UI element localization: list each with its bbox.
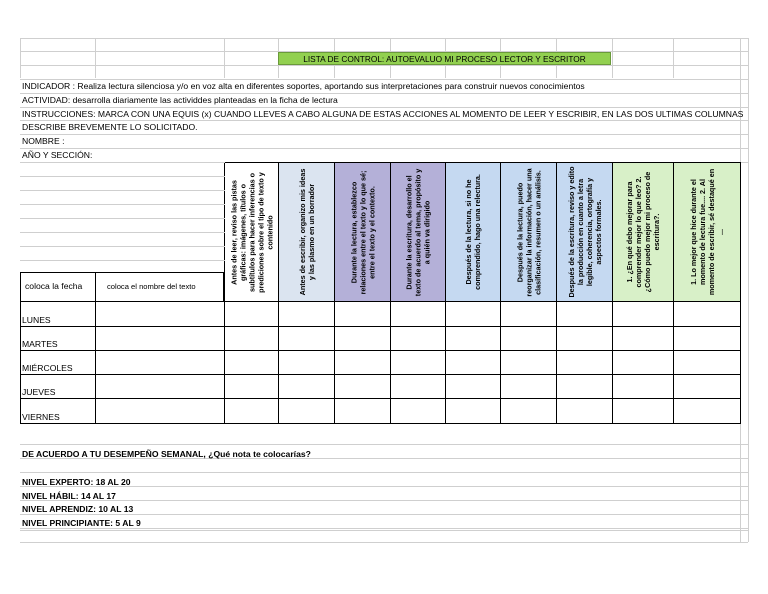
column-header-1 [224, 162, 279, 302]
column-header-7 [556, 162, 613, 302]
nivel-experto: NIVEL EXPERTO: 18 AL 20 [22, 477, 131, 487]
check-cell[interactable] [556, 398, 613, 424]
check-cell[interactable] [390, 326, 446, 351]
check-cell[interactable] [334, 374, 391, 399]
check-cell[interactable] [556, 326, 613, 351]
day-cell [20, 301, 96, 327]
check-cell[interactable] [556, 374, 613, 399]
pregunta-text: DE ACUERDO A TU DESEMPEÑO SEMANAL, ¿Qué nota te colocarías? [22, 449, 311, 459]
column-header-9 [673, 162, 741, 302]
texto-header-cell [95, 272, 224, 302]
gridline-horizontal [20, 500, 748, 501]
gridline-vertical [612, 38, 613, 78]
check-cell[interactable] [556, 350, 613, 375]
column-header-8 [612, 162, 674, 302]
column-header-text: Durante la escritura, desarrollo el texto de acuerdo al tema, propósito y a quién va dirigido [404, 168, 432, 296]
check-cell[interactable] [95, 350, 225, 375]
check-cell[interactable] [278, 374, 335, 399]
check-cell[interactable] [500, 374, 557, 399]
gridline-horizontal [95, 162, 225, 163]
gridline-horizontal [20, 246, 96, 247]
column-header-4 [390, 162, 446, 302]
nivel-habil: NIVEL HÁBIL: 14 AL 17 [22, 491, 116, 501]
check-cell[interactable] [673, 350, 741, 375]
check-cell[interactable] [95, 301, 225, 327]
column-header-text: Después de la escritura, reviso y edito la producción en cuanto a letra legible, coherencia, ortografía y aspectos formales. [566, 166, 603, 298]
check-cell[interactable] [95, 374, 225, 399]
gridline-horizontal [95, 260, 225, 261]
column-header-text: Después de la lectura, puedo reorganizar la información, hacer una clasificación, resumen o un análisis. [515, 167, 542, 297]
check-cell[interactable] [278, 326, 335, 351]
anio-seccion-label: AÑO Y SECCIÓN: [22, 150, 93, 160]
gridline-horizontal [95, 204, 225, 205]
day-label: VIERNES [22, 412, 60, 422]
column-header-5 [445, 162, 501, 302]
check-cell[interactable] [390, 350, 446, 375]
gridline-horizontal [20, 542, 748, 543]
check-cell[interactable] [95, 326, 225, 351]
gridline-horizontal [20, 65, 748, 66]
column-header-text: 1. ¿En qué debo mejorar para comprender mejor lo que leo? 2. ¿Cómo puedo mejor mi proceso de escritura?. [625, 171, 661, 293]
check-cell[interactable] [500, 301, 557, 327]
check-cell[interactable] [612, 398, 674, 424]
day-label: LUNES [22, 315, 51, 325]
check-cell[interactable] [224, 350, 279, 375]
check-cell[interactable] [334, 326, 391, 351]
check-cell[interactable] [224, 301, 279, 327]
check-cell[interactable] [224, 374, 279, 399]
check-cell[interactable] [612, 350, 674, 375]
check-cell[interactable] [673, 398, 741, 424]
day-cell [20, 374, 96, 399]
column-header-3 [334, 162, 391, 302]
gridline-vertical [224, 38, 225, 78]
gridline-horizontal [20, 472, 748, 473]
column-header-6 [500, 162, 557, 302]
gridline-horizontal [20, 148, 748, 149]
check-cell[interactable] [224, 398, 279, 424]
gridline-horizontal [20, 260, 96, 261]
check-cell[interactable] [95, 398, 225, 424]
day-cell [20, 326, 96, 351]
check-cell[interactable] [224, 326, 279, 351]
check-cell[interactable] [673, 326, 741, 351]
nivel-aprendiz: NIVEL APRENDIZ: 10 AL 13 [22, 504, 134, 514]
day-label: MIÉRCOLES [22, 363, 73, 373]
check-cell[interactable] [445, 301, 501, 327]
sheet-title: LISTA DE CONTROL: AUTOEVALUO MI PROCESO LECTOR Y ESCRITOR [278, 52, 611, 65]
texto-header: coloca el nombre del texto [107, 282, 196, 291]
gridline-vertical [20, 38, 21, 78]
check-cell[interactable] [556, 301, 613, 327]
column-header-text: Antes de escribir, organizo mis ideas y las plasmo en un borrador [297, 168, 316, 296]
check-cell[interactable] [445, 326, 501, 351]
check-cell[interactable] [445, 374, 501, 399]
fecha-header-cell [20, 272, 96, 302]
column-header-text: Durante la lectura, establezco relaciones entre el texto y lo que sé; entre el texto y el contexto. [349, 170, 376, 294]
day-label: JUEVES [22, 387, 56, 397]
actividad-text: ACTIVIDAD: desarrolla diariamente las actividdes planteadas en la ficha de lectura [22, 95, 338, 105]
check-cell[interactable] [334, 301, 391, 327]
check-cell[interactable] [334, 398, 391, 424]
gridline-horizontal [20, 204, 96, 205]
check-cell[interactable] [500, 350, 557, 375]
column-header-text: Después de la lectura, si no he comprendido, hago una relectura. [464, 174, 482, 290]
check-cell[interactable] [390, 374, 446, 399]
gridline-horizontal [20, 134, 748, 135]
day-label: MARTES [22, 339, 58, 349]
column-header-2 [278, 162, 335, 302]
day-cell [20, 350, 96, 375]
gridline-horizontal [20, 190, 96, 191]
gridline-horizontal [20, 38, 748, 39]
gridline-horizontal [20, 444, 748, 445]
check-cell[interactable] [445, 398, 501, 424]
gridline-horizontal [95, 190, 225, 191]
gridline-vertical [748, 38, 749, 542]
check-cell[interactable] [673, 301, 741, 327]
nivel-principiante: NIVEL PRINCIPIANTE: 5 AL 9 [22, 518, 141, 528]
gridline-horizontal [20, 218, 96, 219]
indicador-text: INDICADOR : Realiza lectura silenciosa y/o en voz alta en diferentes soportes, aportando sus interpretaciones para construir nuevos conocimientos [22, 81, 585, 91]
check-cell[interactable] [334, 350, 391, 375]
check-cell[interactable] [445, 350, 501, 375]
gridline-horizontal [20, 530, 748, 531]
instrucciones-text: INSTRUCCIONES: MARCA CON UNA EQUIS (x) CUANDO LLEVES A CABO ALGUNA DE ESTAS ACCIONES AL MOMENTO DE LEER Y ESCRIBIR, EN LAS DOS ULTIMAS COLUMNAS [22, 109, 744, 119]
instrucciones-text-2: DESCRIBE BREVEMENTE LO SOLICITADO. [22, 122, 198, 132]
gridline-horizontal [20, 232, 96, 233]
check-cell[interactable] [278, 301, 335, 327]
nombre-label: NOMBRE : [22, 136, 65, 146]
check-cell[interactable] [390, 301, 446, 327]
gridline-horizontal [95, 232, 225, 233]
check-cell[interactable] [390, 398, 446, 424]
check-cell[interactable] [278, 350, 335, 375]
column-header-text: 1. Lo mejor que hice durante el momento de lectura fue.... 2. Al momento de escribir, sé destaqué en ... [689, 168, 725, 296]
gridline-horizontal [95, 218, 225, 219]
fecha-header: coloca la fecha [25, 281, 83, 291]
gridline-vertical [95, 38, 96, 78]
day-cell [20, 398, 96, 424]
column-header-text: Antes de leer, reviso las pistas gráficas: imágenes, títulos o subtítulos para hacer inferencias o prediciones sobre el tipo de texto y contenido [229, 171, 274, 293]
gridline-horizontal [20, 176, 96, 177]
check-cell[interactable] [500, 326, 557, 351]
gridline-vertical [673, 38, 674, 78]
check-cell[interactable] [673, 374, 741, 399]
check-cell[interactable] [612, 326, 674, 351]
check-cell[interactable] [500, 398, 557, 424]
gridline-horizontal [95, 246, 225, 247]
check-cell[interactable] [612, 374, 674, 399]
check-cell[interactable] [612, 301, 674, 327]
check-cell[interactable] [278, 398, 335, 424]
gridline-horizontal [95, 176, 225, 177]
gridline-horizontal [20, 162, 96, 163]
